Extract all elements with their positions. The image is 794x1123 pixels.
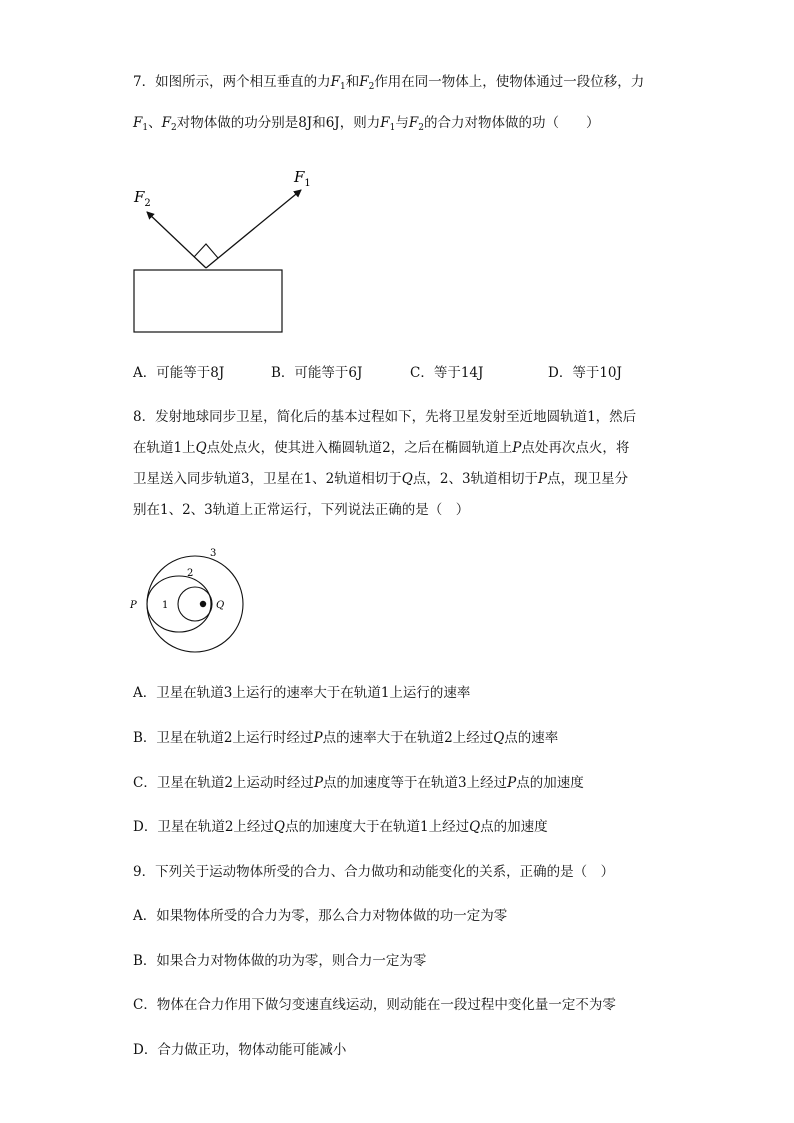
q8-option-a[interactable]: A．卫星在轨道3上运行的速率大于在轨道1上运行的速率 (133, 685, 471, 701)
q7-option-c[interactable]: C．等于14J (410, 365, 484, 381)
q8-stem-line4: 别在1、2、3轨道上正常运行，下列说法正确的是（ ） (133, 502, 470, 518)
force-f1-arrow (206, 190, 301, 268)
q9-stem: 9．下列关于运动物体所受的合力、合力做功和动能变化的关系，正确的是（ ） (133, 864, 615, 880)
q8-stem-line3: 卫星送入同步轨道3，卫星在1、2轨道相切于Q点，2、3轨道相切于P点，现卫星分 (133, 471, 629, 487)
q9-option-b[interactable]: B．如果合力对物体做的功为零，则合力一定为零 (133, 953, 427, 969)
q7-stem-line2: $F_1$、$F_2$对物体做的功分别是8J和6J，则力$F_1$与$F_2$的合力对物体做的功（ ） (133, 115, 600, 133)
q8-orbit-diagram (125, 543, 255, 663)
earth-dot (200, 601, 206, 607)
q7-force-diagram (120, 160, 330, 340)
orbit-label-2: 2 (187, 568, 194, 579)
q7-option-d[interactable]: D．等于10J (548, 365, 622, 381)
q9-option-a[interactable]: A．如果物体所受的合力为零，那么合力对物体做的功一定为零 (133, 908, 508, 924)
q8-option-b[interactable]: B．卫星在轨道2上运行时经过P点的速率大于在轨道2上经过Q点的速率 (133, 730, 559, 746)
block-object (134, 270, 282, 332)
q7-number: 7． (133, 74, 156, 90)
force-f2-arrow (147, 212, 206, 268)
label-f2: $F_2$ (134, 188, 151, 209)
q7-option-b[interactable]: B．可能等于6J (271, 365, 363, 381)
point-label-q: Q (216, 600, 225, 611)
orbit-1-circle (178, 587, 212, 621)
q9-option-c[interactable]: C．物体在合力作用下做匀变速直线运动，则动能在一段过程中变化量一定不为零 (133, 997, 616, 1013)
q8-option-d[interactable]: D．卫星在轨道2上经过Q点的加速度大于在轨道1上经过Q点的加速度 (133, 819, 548, 835)
q8-stem-line1: 8．发射地球同步卫星，简化后的基本过程如下，先将卫星发射至近地圆轨道1，然后 (133, 409, 637, 425)
q9-option-d[interactable]: D．合力做正功，物体动能可能减小 (133, 1042, 347, 1058)
q7-stem-line1: 7．如图所示，两个相互垂直的力$F_1$和$F_2$作用在同一物体上，使物体通过一段位移，力 (133, 74, 645, 92)
q8-option-c[interactable]: C．卫星在轨道2上运动时经过P点的加速度等于在轨道3上经过P点的加速度 (133, 775, 584, 791)
label-f1: $F_1$ (294, 168, 311, 189)
q8-stem-line2: 在轨道1上Q点处点火，使其进入椭圆轨道2，之后在椭圆轨道上P点处再次点火，将 (133, 440, 630, 456)
right-angle-mark (194, 244, 218, 258)
point-label-p: P (130, 600, 137, 611)
orbit-label-3: 3 (210, 548, 217, 559)
orbit-label-1: 1 (162, 600, 169, 611)
q7-option-a[interactable]: A．可能等于8J (133, 365, 225, 381)
